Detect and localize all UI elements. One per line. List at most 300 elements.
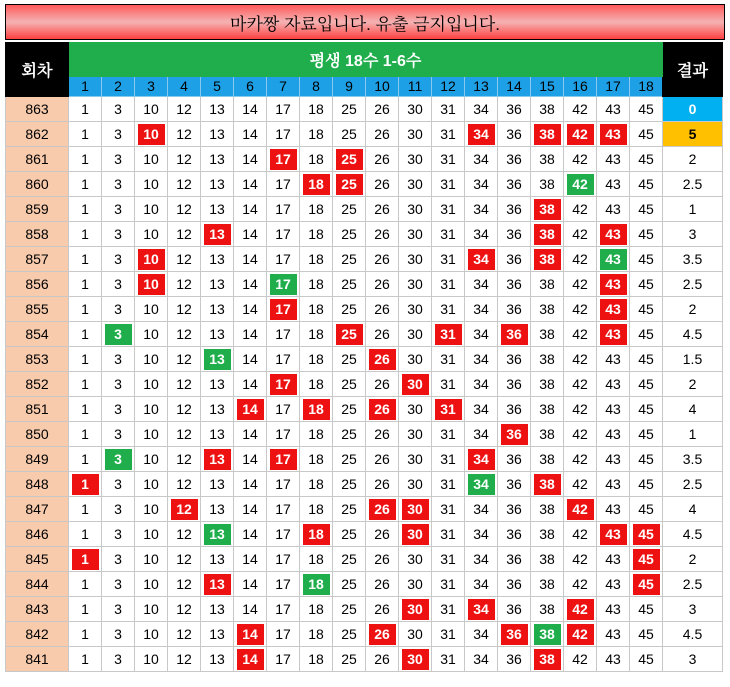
draw-number: 843 [6,597,69,622]
number-cell: 12 [168,247,201,272]
number-cell: 13 [201,547,234,572]
highlighted-number: 34 [468,474,495,495]
number-cell: 30 [399,247,432,272]
number-cell: 34 [465,172,498,197]
table-row [6,97,723,122]
number-cell: 43 [597,397,630,422]
number-cell: 10 [135,422,168,447]
number-cell-red [201,572,234,597]
number-cell: 31 [432,622,465,647]
number-cell: 1 [69,522,102,547]
number-cell: 17 [267,397,300,422]
result-value: 1 [663,197,723,222]
number-cell: 30 [399,322,432,347]
position-header-16: 16 [564,76,597,96]
number-cell-red [531,472,564,497]
result-value: 3 [663,597,723,622]
number-cell: 31 [432,97,465,122]
number-cell: 43 [597,547,630,572]
number-cell: 3 [102,97,135,122]
number-cell: 12 [168,647,201,672]
highlighted-number: 36 [501,424,528,445]
number-cell: 43 [597,197,630,222]
number-cell: 25 [333,572,366,597]
number-cell: 43 [597,422,630,447]
number-cell: 25 [333,272,366,297]
highlighted-number: 26 [369,499,396,520]
number-cell: 26 [366,522,399,547]
number-cell: 1 [69,222,102,247]
number-cell: 1 [69,447,102,472]
number-cell-red [498,422,531,447]
number-cell: 10 [135,547,168,572]
number-cell: 18 [300,447,333,472]
highlighted-number: 10 [138,249,165,270]
draw-number: 844 [6,572,69,597]
number-cell: 17 [267,647,300,672]
number-cell: 38 [531,147,564,172]
highlighted-number: 38 [534,199,561,220]
number-cell-red [300,172,333,197]
highlighted-number: 17 [270,299,297,320]
number-cell-red [597,322,630,347]
number-cell-red [135,272,168,297]
highlighted-number: 38 [534,124,561,145]
number-cell: 14 [234,222,267,247]
number-cell-green [102,322,135,347]
number-cell: 13 [201,622,234,647]
number-cell: 18 [300,297,333,322]
number-cell-red [597,522,630,547]
number-cell: 25 [333,622,366,647]
number-cell: 17 [267,572,300,597]
number-cell: 12 [168,122,201,147]
number-cell-red [69,547,102,572]
number-cell: 3 [102,622,135,647]
number-cell-red [69,472,102,497]
number-cell-red [234,397,267,422]
number-cell: 38 [531,547,564,572]
number-cell-red [300,522,333,547]
number-cell: 38 [531,322,564,347]
number-cell-red [597,297,630,322]
number-cell: 25 [333,497,366,522]
number-cell: 3 [102,572,135,597]
number-cell: 26 [366,297,399,322]
position-header-3: 3 [135,76,168,96]
number-cell: 43 [597,447,630,472]
highlighted-number: 13 [204,449,231,470]
number-cell: 43 [597,597,630,622]
number-cell-red [399,372,432,397]
number-cell: 31 [432,447,465,472]
number-cell: 45 [630,422,663,447]
number-cell: 31 [432,272,465,297]
number-cell: 13 [201,647,234,672]
number-cell: 18 [300,247,333,272]
number-cell: 42 [564,647,597,672]
number-cell: 36 [498,497,531,522]
highlighted-number: 13 [204,524,231,545]
result-value: 4.5 [663,522,723,547]
table-row [6,322,723,347]
number-cell: 42 [564,572,597,597]
number-cell: 17 [267,247,300,272]
number-cell: 36 [498,272,531,297]
number-cell: 14 [234,347,267,372]
number-cell-red [201,447,234,472]
number-cell: 14 [234,172,267,197]
number-cell: 25 [333,247,366,272]
number-cell: 17 [267,422,300,447]
number-cell-red [597,272,630,297]
number-cell: 1 [69,172,102,197]
number-cell: 26 [366,422,399,447]
number-cell: 10 [135,472,168,497]
highlighted-number: 36 [501,624,528,645]
draw-number: 853 [6,347,69,372]
position-header-12: 12 [432,76,465,96]
number-cell: 34 [465,322,498,347]
position-header-15: 15 [531,76,564,96]
number-cell: 1 [69,422,102,447]
number-cell: 38 [531,447,564,472]
position-header-14: 14 [498,76,531,96]
number-cell: 42 [564,97,597,122]
table-row [6,197,723,222]
number-cell: 14 [234,372,267,397]
number-cell: 42 [564,147,597,172]
number-cell-red [267,372,300,397]
number-cell: 17 [267,322,300,347]
number-cell: 14 [234,472,267,497]
table-row [6,372,723,397]
highlighted-number: 25 [336,149,363,170]
draw-number: 841 [6,647,69,672]
number-cell: 13 [201,147,234,172]
position-header-7: 7 [267,76,300,96]
number-cell: 14 [234,197,267,222]
number-cell: 34 [465,347,498,372]
number-cell: 10 [135,222,168,247]
number-cell: 14 [234,247,267,272]
number-cell: 13 [201,247,234,272]
number-cell-red [366,397,399,422]
number-cell: 13 [201,322,234,347]
number-cell: 31 [432,122,465,147]
number-cell-red [267,297,300,322]
highlighted-number: 38 [534,249,561,270]
highlighted-number: 38 [534,624,561,645]
number-cell-red [432,397,465,422]
table-row [6,472,723,497]
number-cell-red [333,172,366,197]
number-cell: 26 [366,447,399,472]
number-cell: 30 [399,147,432,172]
number-cell: 31 [432,172,465,197]
number-cell: 1 [69,622,102,647]
number-cell: 26 [366,472,399,497]
number-cell: 3 [102,647,135,672]
highlighted-number: 10 [138,124,165,145]
highlighted-number: 3 [105,449,132,470]
position-header-13: 13 [465,76,498,96]
number-cell: 17 [267,97,300,122]
highlighted-number: 31 [435,324,462,345]
number-cell: 18 [300,497,333,522]
number-cell: 1 [69,272,102,297]
number-cell: 18 [300,272,333,297]
highlighted-number: 17 [270,274,297,295]
number-cell: 18 [300,422,333,447]
number-cell: 1 [69,597,102,622]
number-cell: 25 [333,422,366,447]
number-cell: 31 [432,372,465,397]
highlighted-number: 26 [369,624,396,645]
number-cell: 38 [531,597,564,622]
table-row [6,247,723,272]
number-cell: 45 [630,472,663,497]
number-cell: 43 [597,147,630,172]
position-header-9: 9 [333,76,366,96]
number-cell: 10 [135,347,168,372]
number-cell: 45 [630,372,663,397]
number-cell: 30 [399,447,432,472]
draw-number: 850 [6,422,69,447]
number-cell: 14 [234,422,267,447]
result-value: 2.5 [663,472,723,497]
draw-number: 848 [6,472,69,497]
number-cell: 26 [366,97,399,122]
number-cell: 10 [135,522,168,547]
result-value: 1 [663,422,723,447]
number-cell: 18 [300,222,333,247]
highlighted-number: 13 [204,349,231,370]
page-title-banner [5,4,725,40]
result-value: 3.5 [663,247,723,272]
number-cell-red [465,597,498,622]
number-cell: 38 [531,572,564,597]
number-cell-red [465,122,498,147]
number-cell: 36 [498,372,531,397]
number-cell: 17 [267,622,300,647]
number-cell: 12 [168,372,201,397]
number-cell: 36 [498,397,531,422]
number-cell: 10 [135,622,168,647]
number-cell: 36 [498,447,531,472]
number-cell: 30 [399,122,432,147]
draw-number: 849 [6,447,69,472]
number-cell: 12 [168,97,201,122]
number-cell: 34 [465,522,498,547]
number-cell: 31 [432,597,465,622]
highlighted-number: 43 [600,124,627,145]
number-cell: 13 [201,422,234,447]
number-cell: 45 [630,197,663,222]
highlighted-number: 38 [534,649,561,670]
highlighted-number: 13 [204,224,231,245]
number-cell: 42 [564,397,597,422]
number-cell: 38 [531,172,564,197]
lottery-table [5,42,723,672]
number-cell: 14 [234,147,267,172]
number-cell-red [597,222,630,247]
draw-number: 856 [6,272,69,297]
number-cell: 25 [333,547,366,572]
number-cell: 34 [465,297,498,322]
highlighted-number: 30 [402,499,429,520]
number-cell: 17 [267,222,300,247]
number-cell-green [300,572,333,597]
number-cell: 10 [135,447,168,472]
number-cell: 42 [564,297,597,322]
number-cell: 13 [201,597,234,622]
number-cell: 31 [432,222,465,247]
number-cell: 42 [564,472,597,497]
number-cell-red [300,397,333,422]
number-cell: 10 [135,297,168,322]
number-cell: 25 [333,522,366,547]
highlighted-number: 18 [303,574,330,595]
number-cell: 43 [597,347,630,372]
number-cell-red [564,122,597,147]
number-cell-red [630,572,663,597]
number-cell: 42 [564,222,597,247]
highlighted-number: 13 [204,574,231,595]
number-cell: 45 [630,247,663,272]
highlighted-number: 45 [633,574,660,595]
number-cell: 43 [597,472,630,497]
number-cell-green [267,272,300,297]
number-cell-red [531,122,564,147]
highlighted-number: 25 [336,324,363,345]
number-cell: 31 [432,647,465,672]
result-value: 4 [663,497,723,522]
number-cell: 10 [135,147,168,172]
number-cell: 3 [102,147,135,172]
number-cell: 36 [498,172,531,197]
number-cell-red [267,147,300,172]
number-cell: 3 [102,372,135,397]
number-cell: 31 [432,197,465,222]
number-cell: 25 [333,347,366,372]
number-cell: 26 [366,597,399,622]
number-cell: 45 [630,122,663,147]
number-cell: 10 [135,572,168,597]
table-row [6,597,723,622]
number-cell-red [564,597,597,622]
number-cell: 12 [168,172,201,197]
number-cell: 13 [201,272,234,297]
number-cell: 26 [366,572,399,597]
number-cell: 14 [234,522,267,547]
number-cell: 17 [267,122,300,147]
number-cell: 42 [564,447,597,472]
highlighted-number: 14 [237,649,264,670]
number-cell-red [333,322,366,347]
number-cell: 38 [531,522,564,547]
number-cell: 30 [399,272,432,297]
number-cell: 12 [168,272,201,297]
number-cell: 10 [135,397,168,422]
highlighted-number: 43 [600,524,627,545]
number-cell: 25 [333,122,366,147]
number-cell: 18 [300,97,333,122]
number-cell: 14 [234,447,267,472]
number-cell: 13 [201,197,234,222]
number-cell: 1 [69,397,102,422]
number-cell: 10 [135,647,168,672]
number-cell: 18 [300,322,333,347]
number-cell: 31 [432,347,465,372]
number-cell: 43 [597,622,630,647]
number-cell: 38 [531,422,564,447]
number-cell-green [201,347,234,372]
number-cell: 12 [168,347,201,372]
number-cell: 38 [531,497,564,522]
number-cell: 26 [366,147,399,172]
highlighted-number: 25 [336,174,363,195]
draw-number: 846 [6,522,69,547]
number-cell: 36 [498,472,531,497]
position-header-11: 11 [399,76,432,96]
highlighted-number: 31 [435,399,462,420]
number-cell: 3 [102,597,135,622]
number-cell: 14 [234,272,267,297]
number-cell: 3 [102,497,135,522]
number-cell: 12 [168,597,201,622]
number-cell: 34 [465,147,498,172]
draw-number: 861 [6,147,69,172]
number-cell-red [531,247,564,272]
number-cell: 14 [234,97,267,122]
number-cell: 17 [267,472,300,497]
number-cell: 31 [432,497,465,522]
number-cell: 1 [69,347,102,372]
position-header-17: 17 [597,76,630,96]
position-header-6: 6 [234,76,267,96]
draw-number: 845 [6,547,69,572]
number-cell: 31 [432,422,465,447]
number-cell: 1 [69,297,102,322]
number-cell: 43 [597,172,630,197]
highlighted-number: 30 [402,649,429,670]
number-cell: 36 [498,222,531,247]
result-value: 0 [663,97,723,122]
number-cell: 10 [135,597,168,622]
number-cell-red [267,447,300,472]
highlighted-number: 1 [72,474,99,495]
result-value: 2 [663,547,723,572]
number-cell: 26 [366,647,399,672]
number-cell: 12 [168,447,201,472]
draw-number: 862 [6,122,69,147]
number-cell: 12 [168,547,201,572]
number-cell: 42 [564,547,597,572]
number-cell: 1 [69,497,102,522]
number-cell: 3 [102,172,135,197]
table-row [6,147,723,172]
table-row [6,422,723,447]
number-cell: 34 [465,97,498,122]
page-title: 마카짱 자료입니다. 유출 금지입니다. [230,14,500,34]
number-cell: 45 [630,147,663,172]
number-cell: 18 [300,547,333,572]
number-cell: 30 [399,172,432,197]
number-cell: 13 [201,372,234,397]
number-cell: 31 [432,522,465,547]
highlighted-number: 17 [270,374,297,395]
